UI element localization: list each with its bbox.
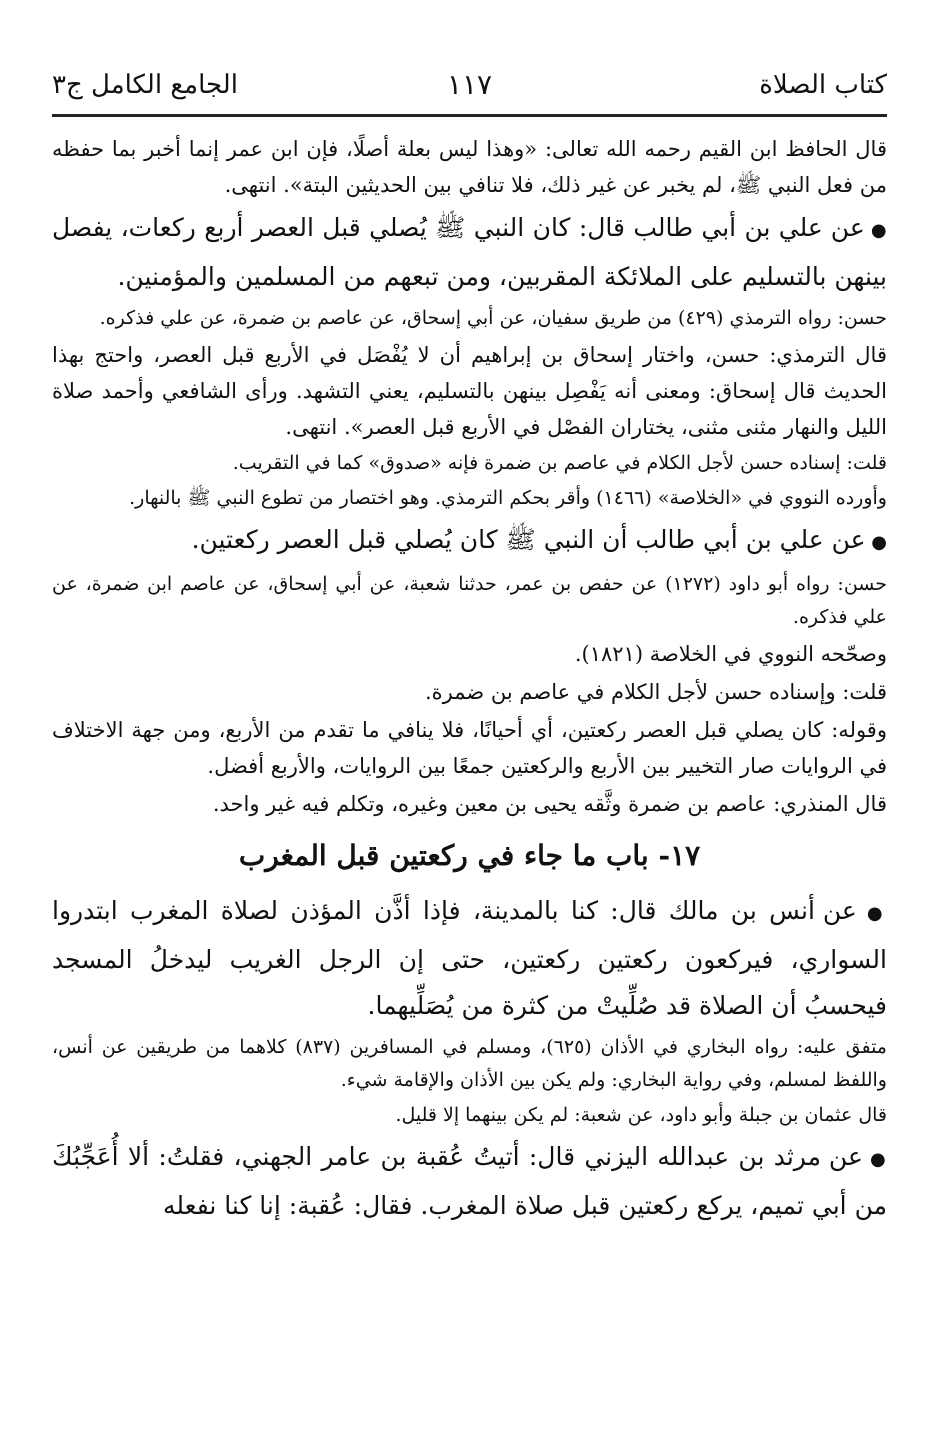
takhrij-abu-dawud: حسن: رواه أبو داود (١٢٧٢) عن حفص بن عمر، حدثنا شعبة، عن أبي إسحاق، عن عاصم ابن ضمرة، عن علي فذكره. xyxy=(52,573,887,628)
header-divider xyxy=(52,114,887,117)
hadith-ali-two-rakaat: ● عن علي بن أبي طالب أن النبي ﷺ كان يُصلي قبل العصر ركعتين. xyxy=(52,517,887,566)
paragraph-ibn-qayyim: قال الحافظ ابن القيم رحمه الله تعالى: «وهذا ليس بعلة أصلًا، فإن ابن عمر إنما أخبر بما حفظه من فعل النبي ﷺ، لم يخبر عن غير ذلك، فلا تنافي بين الحديثين البتة». انتهى. xyxy=(52,137,887,197)
takhrij-tirmidhi: حسن: رواه الترمذي (٤٢٩) من طريق سفيان، عن أبي إسحاق، عن عاصم بن ضمرة، عن علي فذكره. xyxy=(99,307,887,329)
paragraph-uthman-shuba: قال عثمان بن جبلة وأبو داود، عن شعبة: لم يكن بينهما إلا قليل. xyxy=(395,1104,887,1126)
page-header xyxy=(52,56,887,114)
paragraph-nawawi-sahih: وصحّحه النووي في الخلاصة (١٨٢١). xyxy=(574,642,887,666)
paragraph-nawawi-note: وأورده النووي في «الخلاصة» (١٤٦٦) وأقر بحكم الترمذي. وهو اختصار من تطوع النبي ﷺ بالنهار. xyxy=(129,487,887,509)
page-number: ١١٧ xyxy=(446,68,493,101)
paragraph-isnad-note: قلت: إسناده حسن لأجل الكلام في عاصم بن ضمرة فإنه «صدوق» كما في التقريب. xyxy=(232,452,887,474)
paragraph-explanation: وقوله: كان يصلي قبل العصر ركعتين، أي أحيانًا، فلا ينافي ما تقدم من الأربع، ومن جهة الاختلاف في الروايات صار التخيير بين الأربع والركعتين جمعًا بين الروايات، والأربع أفضل. xyxy=(52,718,887,778)
book-title: الجامع الكامل ج٣ xyxy=(52,70,238,100)
paragraph-mundhiri: قال المنذري: عاصم بن ضمرة وثَّقه يحيى بن معين وغيره، وتكلم فيه غير واحد. xyxy=(212,792,887,816)
paragraph-tirmidhi-comment: قال الترمذي: حسن، واختار إسحاق بن إبراهيم أن لا يُفْصَل في الأربع قبل العصر، واحتج بهذا الحديث قال إسحاق: ومعنى أنه يَفْصِل بينهن بالتسليم، يعني التشهد. ورأى الشافعي وأحمد صلاة الليل والنهار مثنى مثنى، يختاران الفصْل في الأربع قبل العصر». انتهى. xyxy=(52,343,887,439)
hadith-anas: ● عن أنس بن مالك قال: كنا بالمدينة، فإذا أذَّن المؤذن لصلاة المغرب ابتدروا السواري، فيركعون ركعتين ركعتين، حتى إن الرجل الغريب ليدخلُ المسجد فيحسبُ أن الصلاة قد صُلِّيتْ من كثرة من يُصَلِّيهما. xyxy=(52,888,887,1029)
hadith-marthad: ● عن مرثد بن عبدالله اليزني قال: أتيتُ عُقبة بن عامر الجهني، فقلتُ: ألا أُعَجِّبُكَ من أبي تميم، يركع ركعتين قبل صلاة المغرب. فقال: عُقبة: إنا كنا نفعله xyxy=(52,1134,887,1229)
hadith-ali-four-rakaat: ● عن علي بن أبي طالب قال: كان النبي ﷺ يُصلي قبل العصر أربع ركعات، يفصل بينهن بالتسليم على الملائكة المقربين، ومن تبعهم من المسلمين والمؤمنين. xyxy=(52,205,887,300)
takhrij-bukhari-muslim: متفق عليه: رواه البخاري في الأذان (٦٢٥)، ومسلم في المسافرين (٨٣٧) كلاهما من طريقين عن أنس، واللفظ لمسلم، وفي رواية البخاري: ولم يكن بين الأذان والإقامة شيء. xyxy=(52,1036,887,1091)
document-page xyxy=(0,56,945,1440)
section-title: ١٧- باب ما جاء في ركعتين قبل المغرب xyxy=(238,839,701,872)
chapter-title: كتاب الصلاة xyxy=(759,70,887,100)
paragraph-isnad-hasan: قلت: وإسناده حسن لأجل الكلام في عاصم بن ضمرة. xyxy=(424,680,887,704)
